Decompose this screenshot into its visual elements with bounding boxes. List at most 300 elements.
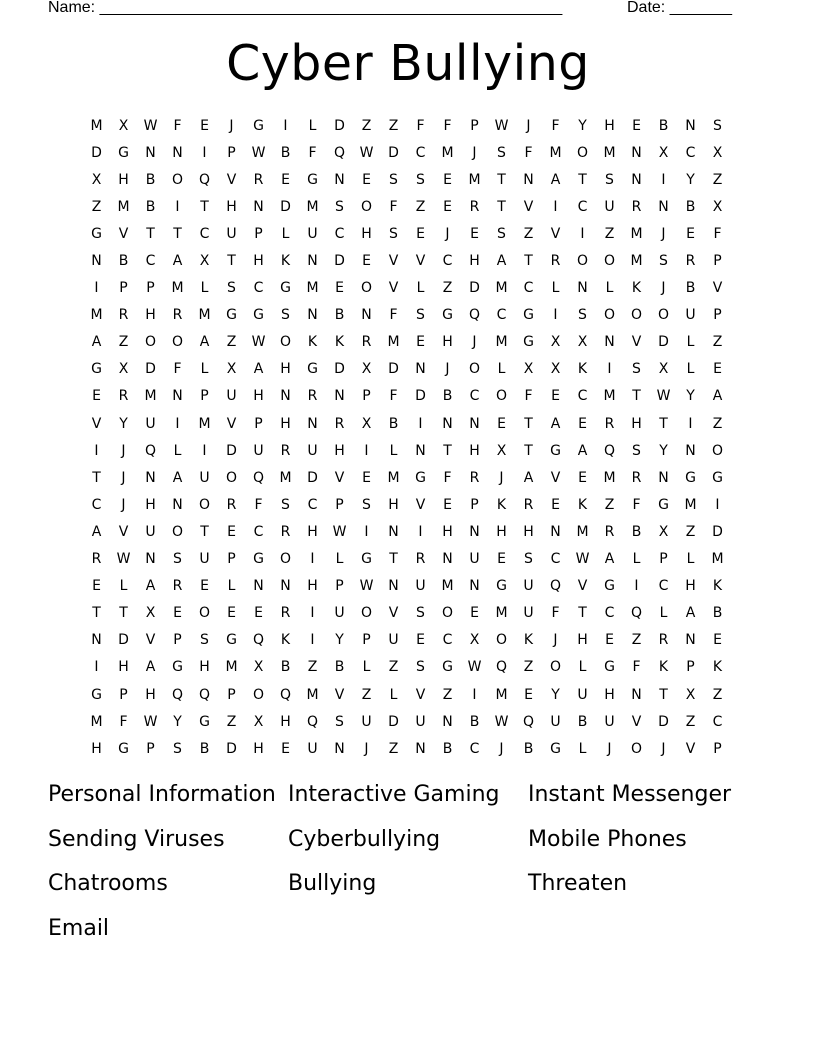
grid-letter: O <box>198 496 211 513</box>
grid-letter: R <box>361 334 372 351</box>
grid-letter: L <box>416 280 425 297</box>
grid-row <box>83 383 731 410</box>
grid-letter: Q <box>630 605 643 622</box>
grid-letter: P <box>119 686 128 703</box>
grid-letter: C <box>469 388 480 405</box>
grid-letter: U <box>604 713 615 730</box>
grid-letter: F <box>632 659 641 676</box>
grid-letter: N <box>388 523 399 540</box>
grid-letter: U <box>415 713 426 730</box>
grid-letter: B <box>388 415 399 432</box>
word-list-item: Interactive Gaming <box>288 782 500 807</box>
grid-letter: L <box>200 280 209 297</box>
grid-letter: M <box>603 469 616 486</box>
grid-letter: Z <box>685 523 696 540</box>
grid-letter: E <box>443 198 452 215</box>
grid-letter: G <box>415 469 426 486</box>
grid-letter: A <box>604 551 615 568</box>
grid-letter: W <box>143 713 158 730</box>
grid-letter: L <box>227 578 236 595</box>
grid-letter: G <box>91 686 102 703</box>
grid-letter: O <box>144 334 157 351</box>
grid-letter: X <box>496 442 507 459</box>
grid-letter: Z <box>415 198 426 215</box>
grid-letter: H <box>307 523 318 540</box>
grid-letter: T <box>497 171 506 188</box>
grid-letter: G <box>685 469 696 486</box>
grid-letter: Y <box>659 442 668 459</box>
grid-letter: E <box>254 605 263 622</box>
grid-letter: Q <box>495 659 508 676</box>
grid-letter: X <box>712 144 723 161</box>
grid-letter: E <box>281 171 290 188</box>
grid-letter: S <box>497 144 506 161</box>
grid-letter: C <box>658 578 669 595</box>
grid-letter: V <box>523 198 534 215</box>
grid-letter: I <box>94 442 99 459</box>
grid-letter: B <box>145 198 156 215</box>
grid-letter: I <box>202 144 207 161</box>
grid-letter: G <box>253 551 264 568</box>
grid-letter: L <box>308 117 317 134</box>
grid-letter: R <box>280 442 291 459</box>
grid-letter: P <box>470 117 479 134</box>
grid-letter: L <box>686 334 695 351</box>
grid-letter: E <box>470 225 479 242</box>
grid-letter: C <box>334 225 345 242</box>
grid-letter: B <box>280 144 291 161</box>
grid-letter: D <box>388 713 399 730</box>
grid-letter: O <box>657 307 670 324</box>
grid-letter: E <box>227 523 236 540</box>
grid-letter: N <box>145 469 156 486</box>
grid-letter: N <box>604 334 615 351</box>
grid-letter: M <box>684 496 697 513</box>
grid-letter: V <box>91 415 102 432</box>
grid-letter: Z <box>523 225 534 242</box>
grid-letter: F <box>389 198 398 215</box>
grid-letter: R <box>91 551 102 568</box>
grid-letter: C <box>199 225 210 242</box>
grid-letter: I <box>688 415 693 432</box>
grid-letter: N <box>280 388 291 405</box>
grid-letter: U <box>388 632 399 649</box>
grid-letter: O <box>252 686 265 703</box>
grid-letter: N <box>469 415 480 432</box>
grid-letter: S <box>416 605 425 622</box>
grid-letter: B <box>577 713 588 730</box>
grid-letter: J <box>607 740 612 757</box>
grid-letter: L <box>659 605 668 622</box>
grid-letter: H <box>631 415 642 432</box>
grid-letter: M <box>90 307 103 324</box>
grid-letter: I <box>553 307 558 324</box>
grid-letter: I <box>310 551 315 568</box>
grid-letter: J <box>121 469 126 486</box>
grid-letter: F <box>443 117 452 134</box>
grid-letter: J <box>499 740 504 757</box>
grid-letter: E <box>632 117 641 134</box>
grid-letter: M <box>279 469 292 486</box>
grid-letter: S <box>659 253 668 270</box>
page-title: Cyber Bullying <box>226 35 590 92</box>
grid-letter: O <box>360 280 373 297</box>
grid-letter: N <box>91 632 102 649</box>
grid-letter: D <box>226 740 237 757</box>
grid-letter: O <box>468 361 481 378</box>
grid-letter: I <box>661 171 666 188</box>
grid-letter: N <box>145 144 156 161</box>
grid-letter: C <box>550 551 561 568</box>
grid-letter: G <box>442 307 453 324</box>
grid-letter: Q <box>279 686 292 703</box>
grid-letter: S <box>632 361 641 378</box>
grid-letter: J <box>661 225 666 242</box>
grid-letter: N <box>91 253 102 270</box>
grid-letter: L <box>497 361 506 378</box>
grid-letter: Z <box>712 415 723 432</box>
grid-letter: B <box>631 523 642 540</box>
grid-letter: P <box>686 659 695 676</box>
grid-letter: G <box>91 225 102 242</box>
grid-letter: E <box>281 740 290 757</box>
grid-letter: V <box>226 415 237 432</box>
grid-letter: Q <box>252 469 265 486</box>
grid-letter: X <box>253 659 264 676</box>
grid-letter: T <box>524 442 533 459</box>
grid-letter: M <box>198 415 211 432</box>
grid-letter: E <box>173 605 182 622</box>
grid-letter: K <box>307 334 318 351</box>
grid-row <box>83 220 731 247</box>
grid-letter: Q <box>198 686 211 703</box>
grid-letter: N <box>685 442 696 459</box>
grid-letter: R <box>469 469 480 486</box>
grid-letter: O <box>279 551 292 568</box>
grid-letter: K <box>334 334 345 351</box>
grid-letter: O <box>225 469 238 486</box>
grid-letter: Z <box>361 686 372 703</box>
grid-letter: P <box>200 388 209 405</box>
grid-letter: F <box>713 225 722 242</box>
grid-letter: H <box>280 415 291 432</box>
grid-letter: C <box>523 280 534 297</box>
grid-letter: I <box>418 415 423 432</box>
grid-letter: Z <box>307 659 318 676</box>
grid-letter: S <box>389 171 398 188</box>
grid-letter: I <box>607 361 612 378</box>
grid-letter: E <box>200 578 209 595</box>
grid-letter: W <box>359 578 374 595</box>
grid-letter: I <box>364 442 369 459</box>
grid-letter: R <box>604 523 615 540</box>
grid-letter: S <box>335 713 344 730</box>
grid-letter: U <box>145 415 156 432</box>
grid-letter: I <box>364 523 369 540</box>
grid-letter: U <box>199 551 210 568</box>
word-list-item: Email <box>48 916 110 942</box>
grid-letter: G <box>253 307 264 324</box>
grid-letter: T <box>173 225 182 242</box>
grid-letter: B <box>442 740 453 757</box>
grid-letter: Y <box>119 415 128 432</box>
grid-letter: U <box>334 605 345 622</box>
grid-letter: S <box>281 307 290 324</box>
grid-letter: O <box>495 388 508 405</box>
grid-letter: D <box>91 144 102 161</box>
grid-letter: Q <box>549 578 562 595</box>
grid-letter: F <box>551 605 560 622</box>
grid-letter: C <box>415 144 426 161</box>
grid-letter: N <box>334 171 345 188</box>
grid-letter: O <box>603 253 616 270</box>
grid-letter: H <box>604 117 615 134</box>
grid-letter: N <box>307 415 318 432</box>
grid-letter: V <box>550 469 561 486</box>
grid-letter: X <box>145 605 156 622</box>
grid-letter: H <box>361 225 372 242</box>
grid-letter: A <box>523 469 534 486</box>
grid-letter: X <box>469 632 480 649</box>
grid-letter: R <box>550 253 561 270</box>
grid-letter: Z <box>604 225 615 242</box>
grid-letter: N <box>415 361 426 378</box>
grid-letter: T <box>497 198 506 215</box>
grid-letter: O <box>360 198 373 215</box>
grid-letter: P <box>713 307 722 324</box>
word-list <box>48 778 768 957</box>
grid-letter: R <box>415 551 426 568</box>
grid-letter: G <box>496 578 507 595</box>
grid-letter: F <box>551 117 560 134</box>
grid-letter: N <box>172 388 183 405</box>
grid-letter: R <box>631 469 642 486</box>
grid-letter: J <box>553 632 558 649</box>
grid-letter: G <box>361 551 372 568</box>
grid-letter: P <box>173 632 182 649</box>
grid-letter: V <box>631 713 642 730</box>
grid-letter: Z <box>442 280 453 297</box>
grid-letter: R <box>334 415 345 432</box>
grid-letter: N <box>415 740 426 757</box>
grid-letter: E <box>227 605 236 622</box>
grid-letter: A <box>685 605 696 622</box>
grid-letter: M <box>711 551 724 568</box>
grid-letter: W <box>116 551 131 568</box>
grid-letter: C <box>145 253 156 270</box>
grid-letter: R <box>172 578 183 595</box>
grid-row <box>83 166 731 193</box>
grid-letter: N <box>685 632 696 649</box>
grid-letter: S <box>173 740 182 757</box>
grid-letter: N <box>280 578 291 595</box>
grid-letter: C <box>577 198 588 215</box>
grid-letter: Z <box>442 686 453 703</box>
grid-letter: B <box>334 659 345 676</box>
word-list-item: Bullying <box>288 871 377 897</box>
grid-row <box>83 518 731 545</box>
grid-letter: A <box>712 388 723 405</box>
grid-letter: P <box>335 578 344 595</box>
grid-letter: Z <box>388 117 399 134</box>
grid-letter: R <box>280 605 291 622</box>
grid-letter: J <box>472 334 477 351</box>
grid-letter: O <box>171 171 184 188</box>
grid-letter: S <box>227 280 236 297</box>
grid-row <box>83 275 731 302</box>
grid-letter: I <box>472 686 477 703</box>
grid-letter: J <box>121 442 126 459</box>
grid-letter: H <box>280 713 291 730</box>
grid-letter: X <box>577 334 588 351</box>
grid-row <box>83 139 731 166</box>
grid-letter: J <box>661 280 666 297</box>
grid-letter: T <box>92 469 101 486</box>
grid-row <box>83 681 731 708</box>
grid-letter: U <box>307 225 318 242</box>
grid-letter: H <box>226 198 237 215</box>
grid-letter: G <box>712 469 723 486</box>
grid-letter: X <box>523 361 534 378</box>
grid-letter: I <box>94 659 99 676</box>
grid-letter: I <box>283 117 288 134</box>
grid-letter: N <box>388 578 399 595</box>
grid-letter: E <box>578 469 587 486</box>
grid-letter: E <box>443 171 452 188</box>
grid-letter: M <box>387 334 400 351</box>
grid-letter: T <box>200 523 209 540</box>
grid-letter: E <box>362 171 371 188</box>
grid-letter: F <box>389 307 398 324</box>
grid-letter: N <box>172 496 183 513</box>
grid-letter: X <box>118 361 129 378</box>
grid-letter: X <box>91 171 102 188</box>
grid-letter: F <box>416 117 425 134</box>
grid-letter: S <box>335 198 344 215</box>
grid-letter: Q <box>171 686 184 703</box>
grid-letter: U <box>550 713 561 730</box>
name-field-label: Name: ____________________________________________________ <box>48 0 563 16</box>
grid-letter: Q <box>306 713 319 730</box>
grid-letter: V <box>334 469 345 486</box>
grid-letter: E <box>92 578 101 595</box>
grid-letter: I <box>175 415 180 432</box>
grid-letter: N <box>631 144 642 161</box>
grid-letter: N <box>523 171 534 188</box>
word-list-item: Cyberbullying <box>288 826 441 852</box>
grid-letter: E <box>686 225 695 242</box>
grid-letter: U <box>523 578 534 595</box>
grid-letter: W <box>656 388 671 405</box>
grid-letter: T <box>659 686 668 703</box>
grid-letter: D <box>118 632 129 649</box>
grid-letter: I <box>580 225 585 242</box>
grid-letter: U <box>226 225 237 242</box>
grid-letter: R <box>631 198 642 215</box>
grid-row <box>83 491 731 518</box>
grid-letter: O <box>603 307 616 324</box>
grid-letter: O <box>360 605 373 622</box>
grid-letter: X <box>199 253 210 270</box>
grid-letter: P <box>227 551 236 568</box>
grid-letter: S <box>605 171 614 188</box>
grid-letter: X <box>118 117 129 134</box>
grid-letter: L <box>389 442 398 459</box>
grid-letter: L <box>605 280 614 297</box>
grid-letter: T <box>524 253 533 270</box>
grid-letter: R <box>280 523 291 540</box>
grid-letter: O <box>198 605 211 622</box>
grid-letter: T <box>389 551 398 568</box>
grid-letter: G <box>91 361 102 378</box>
grid-letter: T <box>200 198 209 215</box>
grid-letter: L <box>200 361 209 378</box>
grid-letter: C <box>685 144 696 161</box>
grid-letter: H <box>388 496 399 513</box>
grid-letter: G <box>226 307 237 324</box>
word-list-item: Threaten <box>528 871 628 897</box>
grid-letter: I <box>553 198 558 215</box>
grid-letter: B <box>469 713 480 730</box>
grid-letter: E <box>497 551 506 568</box>
grid-letter: G <box>226 632 237 649</box>
grid-letter: D <box>334 117 345 134</box>
grid-letter: J <box>364 740 369 757</box>
grid-letter: Y <box>173 713 182 730</box>
grid-letter: X <box>658 144 669 161</box>
grid-letter: R <box>658 632 669 649</box>
grid-letter: S <box>362 496 371 513</box>
grid-letter: L <box>578 659 587 676</box>
grid-letter: I <box>202 442 207 459</box>
grid-letter: E <box>92 388 101 405</box>
grid-letter: B <box>199 740 210 757</box>
grid-letter: N <box>307 253 318 270</box>
grid-letter: S <box>173 551 182 568</box>
grid-letter: Q <box>198 171 211 188</box>
grid-letter: V <box>415 253 426 270</box>
grid-letter: P <box>254 225 263 242</box>
grid-letter: W <box>359 144 374 161</box>
grid-letter: F <box>173 361 182 378</box>
grid-letter: S <box>632 442 641 459</box>
grid-letter: V <box>388 280 399 297</box>
grid-letter: M <box>387 469 400 486</box>
grid-letter: N <box>577 280 588 297</box>
grid-letter: G <box>253 117 264 134</box>
grid-letter: G <box>658 496 669 513</box>
grid-letter: W <box>467 659 482 676</box>
word-search-grid <box>83 112 731 762</box>
grid-letter: U <box>253 442 264 459</box>
grid-letter: P <box>119 280 128 297</box>
grid-letter: Z <box>604 496 615 513</box>
grid-letter: T <box>119 605 128 622</box>
grid-letter: V <box>334 686 345 703</box>
grid-letter: C <box>307 496 318 513</box>
grid-letter: M <box>306 280 319 297</box>
grid-letter: C <box>253 280 264 297</box>
grid-letter: S <box>497 225 506 242</box>
grid-letter: Z <box>91 198 102 215</box>
grid-letter: J <box>661 740 666 757</box>
grid-letter: V <box>415 496 426 513</box>
grid-letter: N <box>442 713 453 730</box>
grid-row <box>83 708 731 735</box>
grid-letter: J <box>472 144 477 161</box>
grid-letter: Z <box>712 334 723 351</box>
grid-letter: K <box>577 361 588 378</box>
